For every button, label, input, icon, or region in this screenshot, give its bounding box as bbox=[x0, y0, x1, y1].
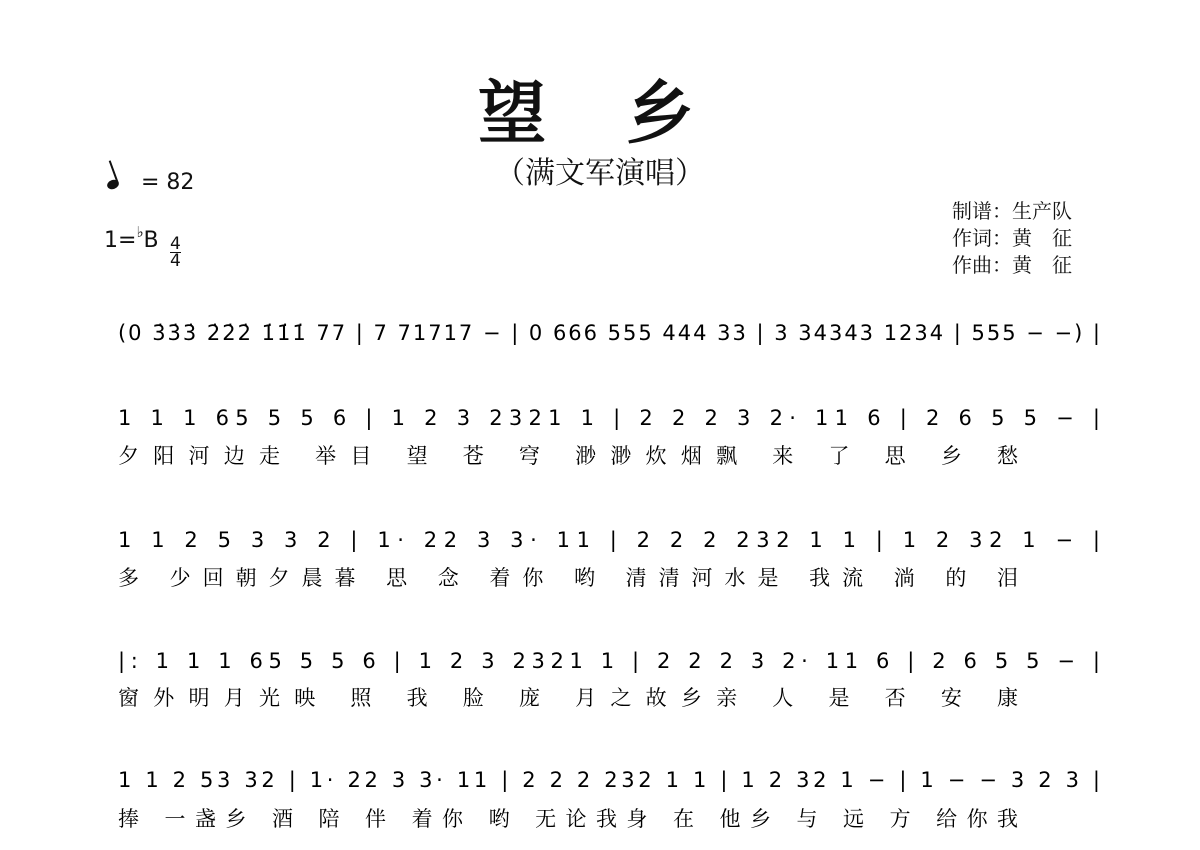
key-note: B bbox=[143, 228, 159, 253]
notation-line: (0 3̇3̇3̇ 2̇2̇2̇ 1̇1̇1̇ 77 | 7 71717 − | 0 666 555 444 33 | 3 34343 1234 | 555 − −) | bbox=[118, 321, 1100, 345]
notation-line: |: 1 1 1 65 5 5 6 | 1 2 3 2321 1 | 2 2 2 3 2· 11 6 | 2 6 5 5 − | bbox=[118, 649, 1101, 673]
notation-line: 1 1 2 53 32 | 1· 22 3 3· 11 | 2 2 2 232 1 1 | 1 2 32 1 − | 1 − − 3 2 3 | bbox=[118, 768, 1101, 792]
key-prefix: 1= bbox=[104, 228, 137, 253]
song-title: 望 乡 bbox=[478, 75, 722, 154]
music-system bbox=[118, 768, 1100, 831]
music-system bbox=[118, 649, 1100, 710]
music-system bbox=[118, 406, 1100, 468]
lyrics-line: 多 少回朝夕晨暮 思 念 着你 哟 清清河水是 我流 淌 的 泪 bbox=[118, 566, 1018, 590]
tempo-value: = 82 bbox=[141, 170, 195, 195]
time-signature-top: 4 bbox=[170, 234, 181, 254]
music-system bbox=[118, 321, 1100, 346]
song-subtitle: （满文军演唱） bbox=[495, 156, 705, 191]
lyrics-line: 窗外明月光映 照 我 脸 庞 月之故乡亲 人 是 否 安 康 bbox=[118, 686, 1019, 710]
credit-music: 作曲：黄 征 bbox=[952, 253, 1072, 277]
music-system bbox=[118, 528, 1100, 590]
notation-line: 1 1 1 65 5 5 6 | 1 2 3 2321 1 | 2 2 2 3 2· 11 6 | 2 6 5 5 − | bbox=[118, 406, 1100, 430]
credit-notation: 制谱：生产队 bbox=[952, 199, 1072, 223]
time-signature-bottom: 4 bbox=[170, 251, 181, 271]
lyrics-line: 捧 一盏乡 酒 陪 伴 着你 哟 无论我身 在 他乡 与 远 方 给你我 bbox=[118, 807, 1018, 831]
lyrics-line: 夕阳河边走 举目 望 苍 穹 渺渺炊烟飘 来 了 思 乡 愁 bbox=[118, 444, 1019, 468]
notation-line: 1 1 2 5 3 3 2 | 1· 22 3 3· 11 | 2 2 2 232 1 1 | 1 2 32 1 − | bbox=[118, 528, 1100, 552]
flat-icon: ♭ bbox=[136, 223, 144, 241]
credit-lyrics: 作词：黄 征 bbox=[952, 226, 1072, 250]
